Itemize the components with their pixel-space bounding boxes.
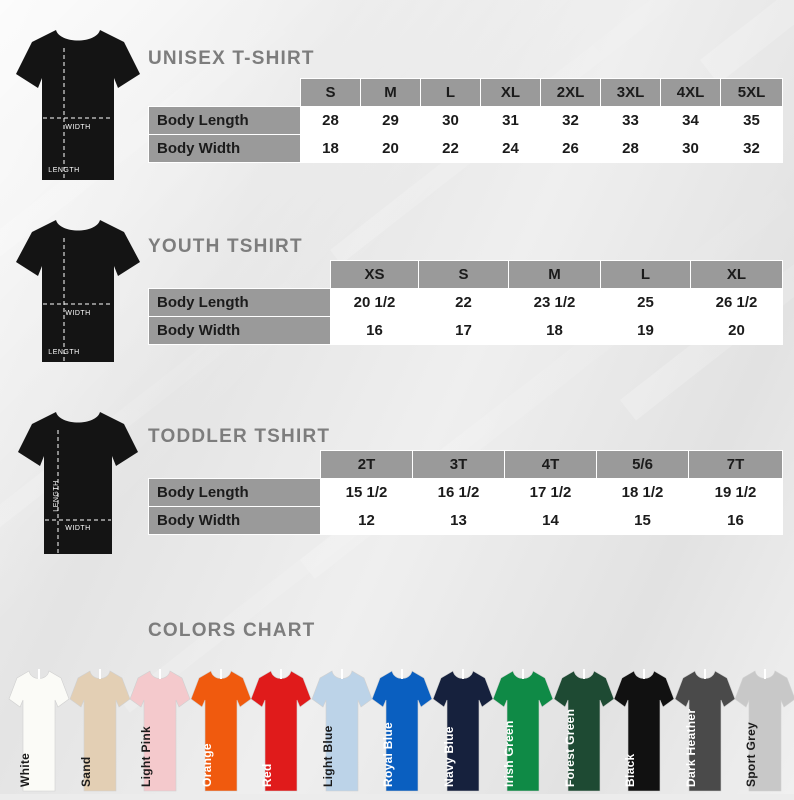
cell: 28 xyxy=(601,135,661,163)
tshirt-shape-icon xyxy=(674,667,736,795)
col-header: M xyxy=(509,261,601,289)
cell: 14 xyxy=(505,507,597,535)
col-header: 7T xyxy=(689,451,783,479)
table-row xyxy=(149,507,783,535)
cell: 31 xyxy=(481,107,541,135)
table-row xyxy=(149,317,783,345)
tshirt-illustration xyxy=(12,212,144,370)
tshirt-shape-icon xyxy=(190,667,252,795)
table-header-row xyxy=(149,451,783,479)
cell: 25 xyxy=(601,289,691,317)
cell: 13 xyxy=(413,507,505,535)
cell: 20 1/2 xyxy=(331,289,419,317)
cell: 34 xyxy=(661,107,721,135)
corner-cell xyxy=(149,451,321,479)
row-header: Body Width xyxy=(149,507,321,535)
cell: 20 xyxy=(361,135,421,163)
col-header: L xyxy=(421,79,481,107)
col-header: 5/6 xyxy=(597,451,689,479)
color-swatch[interactable] xyxy=(553,667,615,795)
col-header: 3T xyxy=(413,451,505,479)
col-header: S xyxy=(301,79,361,107)
color-swatch[interactable] xyxy=(432,667,494,795)
cell: 15 xyxy=(597,507,689,535)
cell: 19 xyxy=(601,317,691,345)
cell: 16 xyxy=(331,317,419,345)
tshirt-shape-icon xyxy=(734,667,794,795)
color-label: Royal Blue xyxy=(381,721,395,787)
color-label: Sand xyxy=(78,756,93,787)
tshirt-shape-icon xyxy=(432,667,494,795)
col-header: 3XL xyxy=(601,79,661,107)
cell: 17 1/2 xyxy=(505,479,597,507)
row-header: Body Width xyxy=(149,135,301,163)
table-row xyxy=(149,479,783,507)
col-header: 5XL xyxy=(721,79,783,107)
col-header: S xyxy=(419,261,509,289)
length-label: LENGTH xyxy=(48,167,80,174)
row-header: Body Length xyxy=(149,107,301,135)
color-label: Forest Green xyxy=(562,708,577,787)
shirt-diagram-youth xyxy=(12,212,144,375)
color-label: Navy Blue xyxy=(441,726,456,787)
shirt-diagram-toddler xyxy=(12,404,144,567)
col-header: XS xyxy=(331,261,419,289)
cell: 30 xyxy=(421,107,481,135)
colors-chart-title: COLORS CHART xyxy=(148,620,316,641)
color-label: Red xyxy=(260,763,274,787)
section-title-toddler: TODDLER TSHIRT xyxy=(148,426,331,447)
cell: 35 xyxy=(721,107,783,135)
width-label: WIDTH xyxy=(65,525,91,532)
col-header: 2XL xyxy=(541,79,601,107)
cell: 22 xyxy=(419,289,509,317)
tshirt-illustration xyxy=(12,404,144,562)
row-header: Body Length xyxy=(149,289,331,317)
colors-swatch-row xyxy=(0,645,794,795)
shirt-diagram-unisex xyxy=(12,22,144,192)
cell: 22 xyxy=(421,135,481,163)
row-header: Body Width xyxy=(149,317,331,345)
color-swatch[interactable] xyxy=(250,667,312,795)
color-label: Irish Green xyxy=(502,720,516,787)
length-label: LENGTH xyxy=(53,480,60,512)
tshirt-shape-icon xyxy=(553,667,615,795)
decorative-streak xyxy=(700,0,794,84)
cell: 32 xyxy=(541,107,601,135)
color-label: Orange xyxy=(199,743,214,787)
color-swatch[interactable] xyxy=(371,667,433,795)
size-table-youth xyxy=(148,260,783,345)
color-swatch[interactable] xyxy=(311,667,373,795)
col-header: 2T xyxy=(321,451,413,479)
col-header: L xyxy=(601,261,691,289)
tshirt-shape-icon xyxy=(69,667,131,795)
cell: 12 xyxy=(321,507,413,535)
color-label: Dark Heather xyxy=(683,708,698,787)
length-label: LENGTH xyxy=(48,349,80,356)
cell: 33 xyxy=(601,107,661,135)
color-swatch[interactable] xyxy=(190,667,252,795)
size-table-toddler xyxy=(148,450,783,535)
cell: 17 xyxy=(419,317,509,345)
color-label: Light Blue xyxy=(320,725,335,787)
color-swatch[interactable] xyxy=(613,667,675,795)
cell: 20 xyxy=(691,317,783,345)
cell: 18 xyxy=(509,317,601,345)
color-label: Light Pink xyxy=(139,726,153,787)
cell: 29 xyxy=(361,107,421,135)
cell: 26 xyxy=(541,135,601,163)
cell: 23 1/2 xyxy=(509,289,601,317)
cell: 28 xyxy=(301,107,361,135)
cell: 24 xyxy=(481,135,541,163)
section-title-youth: YOUTH TSHIRT xyxy=(148,236,303,257)
table-row xyxy=(149,135,783,163)
color-label: Sport Grey xyxy=(744,721,758,787)
cell: 18 1/2 xyxy=(597,479,689,507)
cell: 32 xyxy=(721,135,783,163)
table-row xyxy=(149,107,783,135)
tshirt-illustration xyxy=(12,22,144,187)
color-swatch[interactable] xyxy=(129,667,191,795)
row-header: Body Length xyxy=(149,479,321,507)
cell: 19 1/2 xyxy=(689,479,783,507)
color-label: Black xyxy=(623,753,637,787)
cell: 26 1/2 xyxy=(691,289,783,317)
cell: 18 xyxy=(301,135,361,163)
col-header: XL xyxy=(691,261,783,289)
color-swatch[interactable] xyxy=(69,667,131,795)
color-swatch[interactable] xyxy=(492,667,554,795)
table-header-row xyxy=(149,79,783,107)
section-title-unisex: UNISEX T-SHIRT xyxy=(148,48,315,69)
color-label: White xyxy=(18,752,32,787)
cell: 15 1/2 xyxy=(321,479,413,507)
width-label: WIDTH xyxy=(65,310,91,317)
cell: 16 1/2 xyxy=(413,479,505,507)
width-label: WIDTH xyxy=(65,124,91,131)
corner-cell xyxy=(149,79,301,107)
col-header: 4XL xyxy=(661,79,721,107)
cell: 16 xyxy=(689,507,783,535)
color-swatch[interactable] xyxy=(8,667,70,795)
cell: 30 xyxy=(661,135,721,163)
tshirt-shape-icon xyxy=(311,667,373,795)
color-swatch[interactable] xyxy=(734,667,794,795)
col-header: XL xyxy=(481,79,541,107)
table-header-row xyxy=(149,261,783,289)
size-table-unisex xyxy=(148,78,783,163)
col-header: M xyxy=(361,79,421,107)
col-header: 4T xyxy=(505,451,597,479)
table-row xyxy=(149,289,783,317)
color-swatch[interactable] xyxy=(674,667,736,795)
corner-cell xyxy=(149,261,331,289)
